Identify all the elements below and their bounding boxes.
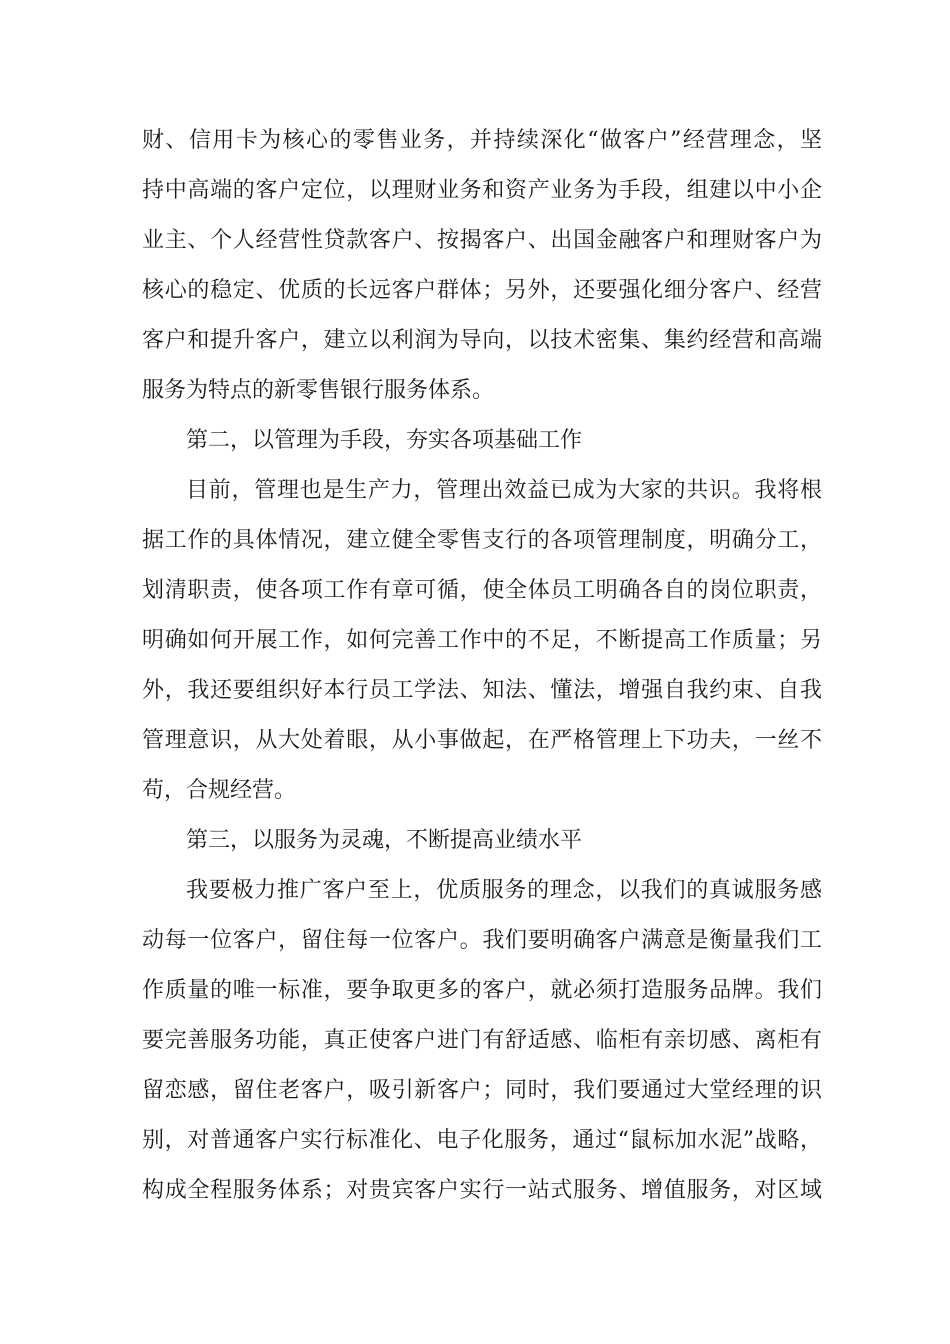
text-line: 划清职责，使各项工作有章可循，使全体员工明确各自的岗位职责， xyxy=(142,578,822,603)
text-line: 核心的稳定、优质的长远客户群体；另外，还要强化细分客户、经营 xyxy=(142,278,822,303)
text-line: 服务为特点的新零售银行服务体系。 xyxy=(142,378,495,403)
text-line: 要完善服务功能，真正使客户进门有舒适感、临柜有亲切感、离柜有 xyxy=(142,1028,822,1053)
paragraph-retail-strategy xyxy=(142,116,822,416)
text-line: 业主、个人经营性贷款客户、按揭客户、出国金融客户和理财客户为 xyxy=(142,228,822,253)
text-line: 别，对普通客户实行标准化、电子化服务，通过“鼠标加水泥”战略， xyxy=(142,1128,822,1153)
text-line: 我要极力推广客户至上，优质服务的理念，以我们的真诚服务感 xyxy=(186,878,822,903)
text-line: 据工作的具体情况，建立健全零售支行的各项管理制度，明确分工， xyxy=(142,528,822,553)
text-line: 外，我还要组织好本行员工学法、知法、懂法，增强自我约束、自我 xyxy=(142,678,822,703)
text-line: 动每一位客户，留住每一位客户。我们要明确客户满意是衡量我们工 xyxy=(142,928,822,953)
text-line: 客户和提升客户，建立以利润为导向，以技术密集、集约经营和高端 xyxy=(142,328,822,353)
document-body xyxy=(142,116,822,1216)
paragraph-management xyxy=(142,466,822,816)
text-line: 作质量的唯一标准，要争取更多的客户，就必须打造服务品牌。我们 xyxy=(142,978,822,1003)
section-heading-management xyxy=(142,416,822,466)
text-line: 目前，管理也是生产力，管理出效益已成为大家的共识。我将根 xyxy=(186,478,822,503)
section-heading: 第三，以服务为灵魂，不断提高业绩水平 xyxy=(186,828,583,853)
text-line: 构成全程服务体系；对贵宾客户实行一站式服务、增值服务，对区域 xyxy=(142,1178,822,1203)
section-heading-service xyxy=(142,816,822,866)
text-line: 管理意识，从大处着眼，从小事做起，在严格管理上下功夫，一丝不 xyxy=(142,728,822,753)
text-line: 留恋感，留住老客户，吸引新客户；同时，我们要通过大堂经理的识 xyxy=(142,1078,822,1103)
section-heading: 第二，以管理为手段，夯实各项基础工作 xyxy=(186,428,583,453)
text-line: 明确如何开展工作，如何完善工作中的不足，不断提高工作质量；另 xyxy=(142,628,822,653)
text-line: 财、信用卡为核心的零售业务，并持续深化“做客户”经营理念，坚 xyxy=(142,128,822,153)
paragraph-service xyxy=(142,866,822,1216)
text-line: 苟，合规经营。 xyxy=(142,778,297,803)
text-line: 持中高端的客户定位，以理财业务和资产业务为手段，组建以中小企 xyxy=(142,178,822,203)
